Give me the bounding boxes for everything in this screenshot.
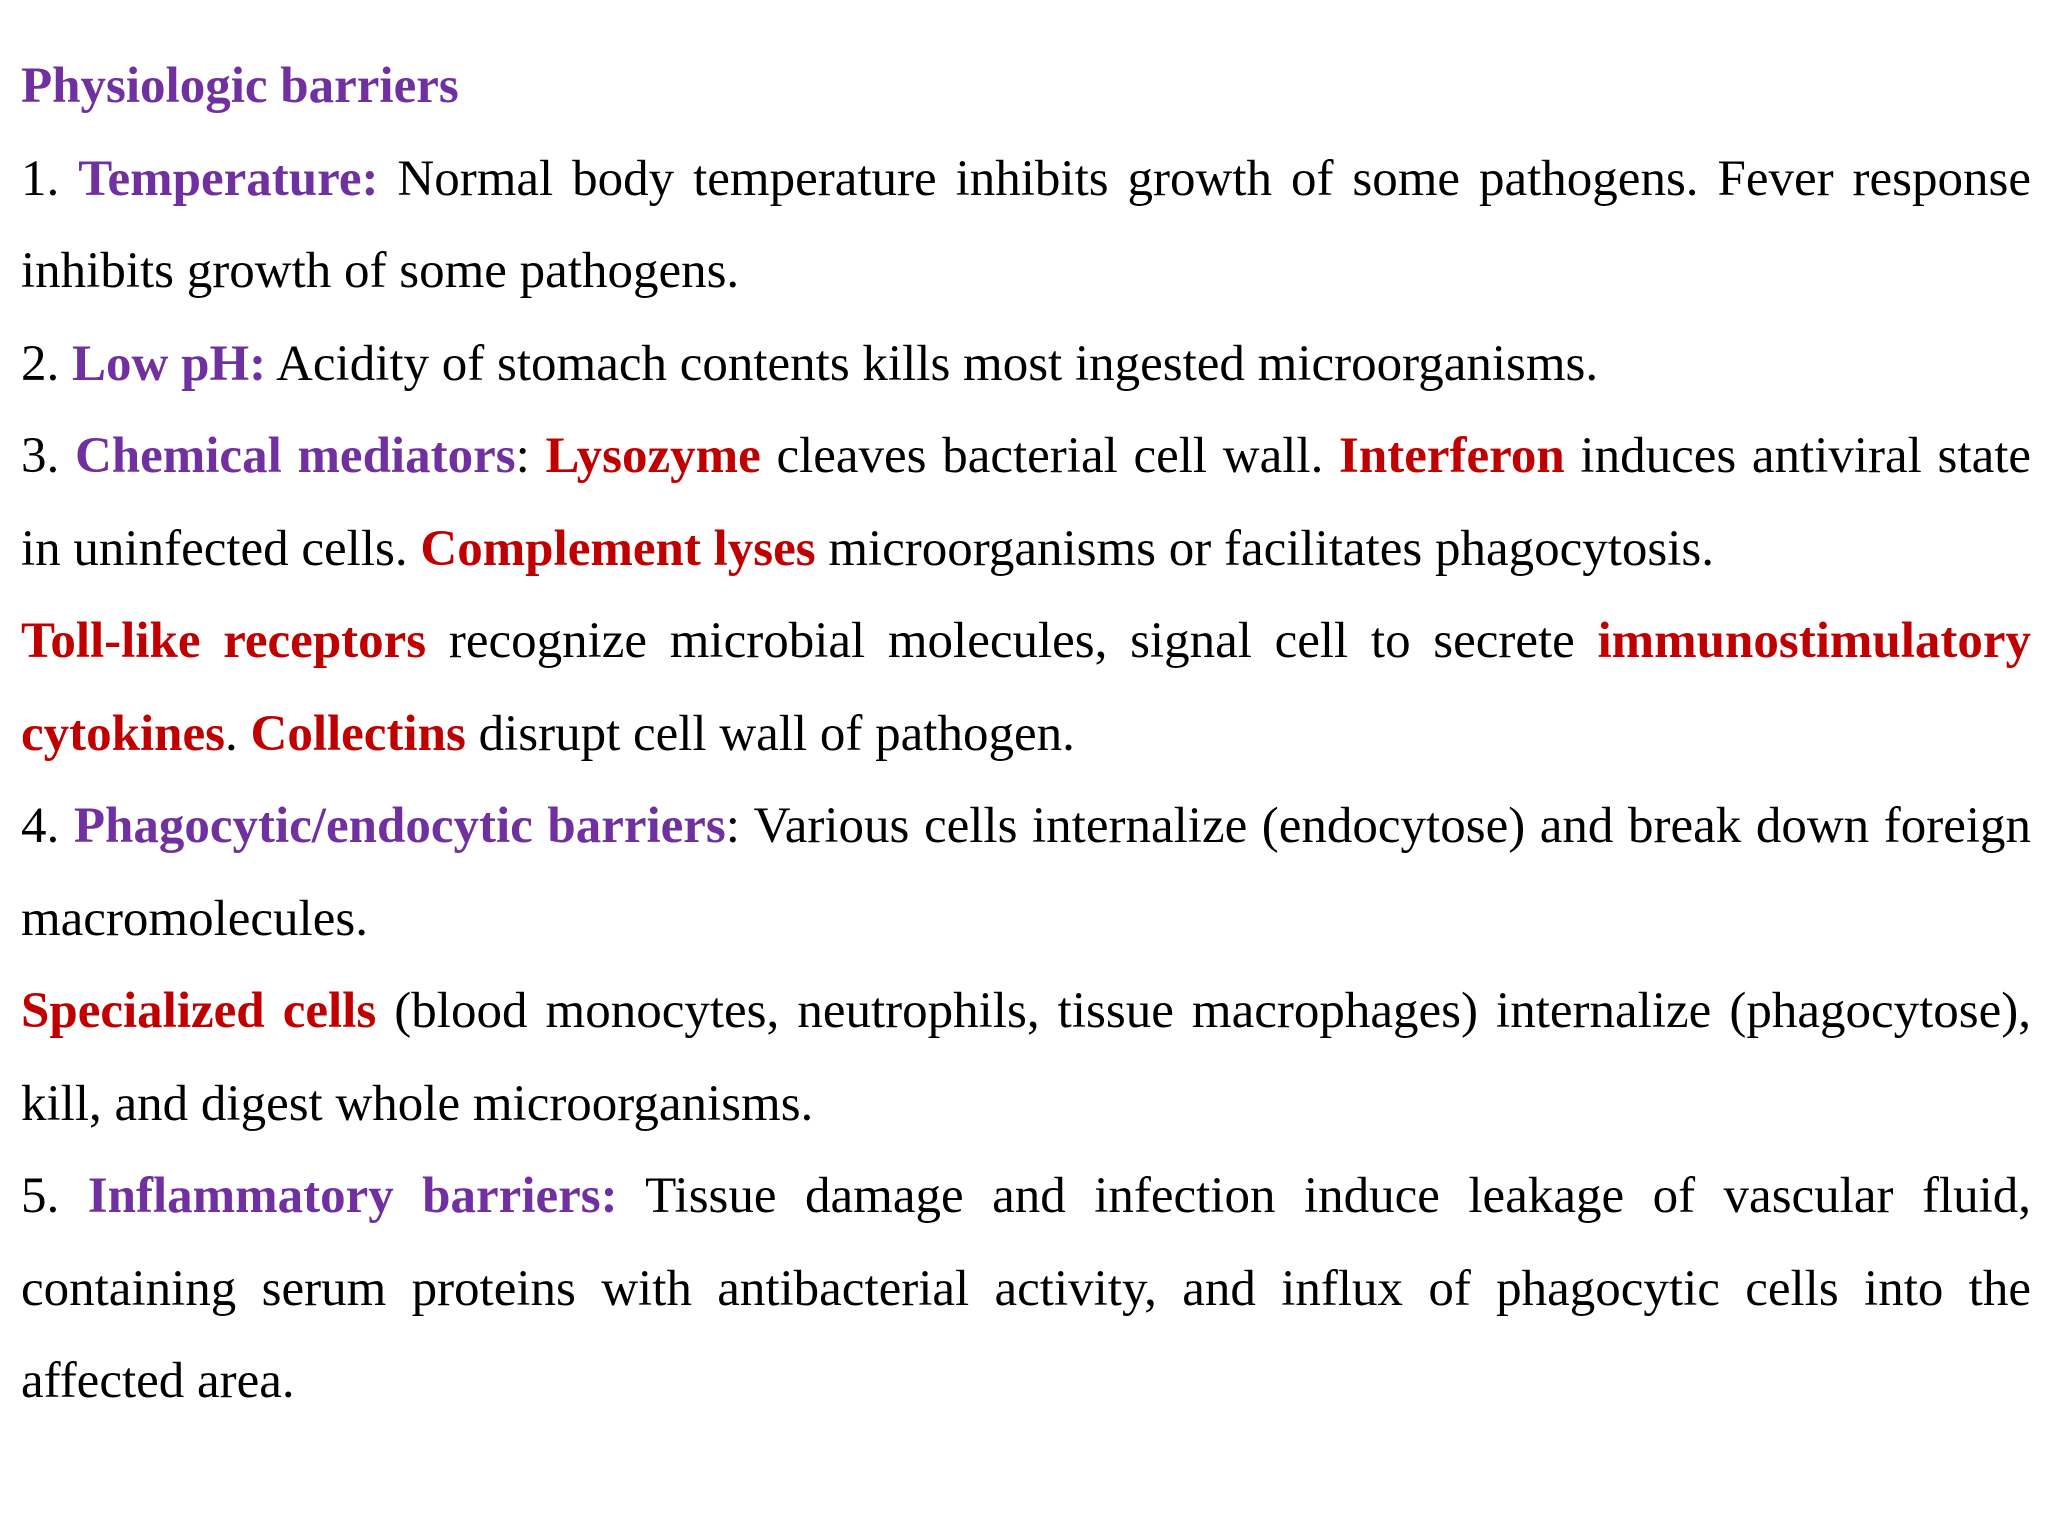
chemical-colon: : (515, 428, 546, 484)
specialized-description: (blood monocytes, neutrophils, tissue macrophages) internalize (phagocytose), kill, and digest whole microorganisms. (21, 983, 2031, 1132)
slide-content (21, 40, 2031, 1428)
temperature-description: Normal body temperature inhibits growth of some pathogens. Fever response inhibits growth of some pathogens. (21, 150, 2032, 299)
item-specialized-cells (21, 965, 2031, 1150)
item-number: 3. (21, 428, 75, 484)
term-chemical-mediators: Chemical mediators (74, 428, 516, 484)
low-ph-description: Acidity of stomach contents kills most ingested microorganisms. (266, 335, 1599, 392)
term-lysozyme: Lysozyme (545, 428, 761, 484)
item-low-ph (21, 318, 2031, 411)
term-collectins: Collectins (250, 705, 466, 762)
term-complement-lyses: Complement lyses (420, 520, 816, 577)
term-interferon: Interferon (1339, 428, 1565, 484)
inflammatory-description: Tissue damage and infection induce leakage of vascular fluid, containing serum proteins with antibacterial activity, and influx of phagocytic cells into the affected area. (21, 1168, 2032, 1409)
toll-period: . (225, 705, 251, 762)
item-number: 1. (21, 150, 79, 207)
toll-description: recognize microbial molecules, signal cell to secrete (426, 613, 1598, 669)
term-toll-like-receptors: Toll-like receptors (21, 613, 427, 669)
collectins-description: disrupt cell wall of pathogen. (465, 705, 1075, 762)
term-inflammatory-barriers: Inflammatory barriers: (87, 1168, 618, 1224)
item-number: 2. (21, 335, 72, 392)
term-phagocytic-endocytic-barriers: Phagocytic/endocytic barriers (73, 798, 726, 854)
phagocytic-description: : Various cells internalize (endocytose) and break down foreign macromolecules. (21, 798, 2032, 947)
term-temperature: Temperature: (78, 150, 379, 207)
item-chemical-mediators (21, 410, 2031, 595)
term-low-ph: Low pH: (72, 335, 267, 392)
interferon-description: induces antiviral state in uninfected cells. (21, 428, 2032, 577)
heading-text: Physiologic barriers (21, 58, 459, 114)
term-immunostimulatory-cytokines: immunostimulatory cytokines (21, 613, 2032, 762)
term-specialized-cells: Specialized cells (21, 983, 377, 1039)
item-number: 5. (21, 1168, 88, 1224)
item-number: 4. (21, 798, 74, 854)
item-temperature (21, 133, 2031, 318)
item-toll-like-receptors (21, 595, 2031, 780)
item-phagocytic-barriers (21, 780, 2031, 965)
item-inflammatory-barriers (21, 1150, 2031, 1428)
section-heading (21, 40, 2031, 133)
lysozyme-description: cleaves bacterial cell wall. (760, 428, 1340, 484)
complement-description: microorganisms or facilitates phagocytosis. (815, 520, 1715, 577)
